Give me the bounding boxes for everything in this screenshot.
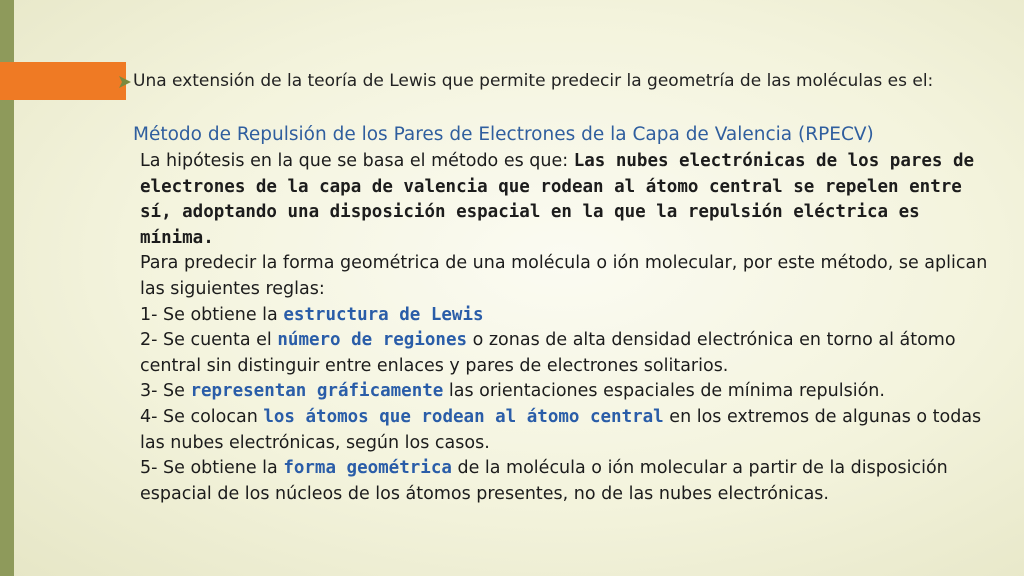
rule-2-highlight: número de regiones [277,330,468,351]
rule-item-5 [140,456,1000,507]
rule-1-highlight: estructura de Lewis [283,304,484,325]
orange-accent-tab [0,62,126,100]
rule-5-pre: 5- Se obtiene la [140,458,284,479]
rule-item-4 [140,405,1000,456]
rule-2-post: o zonas de alta densidad electrónica en torno al átomo central sin distinguir entre enlaces y pares de electrones solitarios. [140,330,956,376]
rule-4-post: en los extremos de algunas o todas las nubes electrónicas, según los casos. [140,406,982,453]
slide-body [140,149,1000,507]
rule-4-pre: 4- Se colocan [140,406,264,427]
rule-5-post: de la molécula o ión molecular a partir de la disposición espacial de los núcleos de los átomos presentes, no de las nubes electrónicas. [140,458,948,504]
rule-5-highlight: forma geométrica [283,458,452,479]
rule-2-pre: 2- Se cuenta el [140,330,278,351]
rule-3-post: las orientaciones espaciales de mínima repulsión. [443,381,885,402]
intro-text: Una extensión de la teoría de Lewis que permite predecir la geometría de las moléculas es el: [133,71,934,91]
hypothesis-period: . [203,227,214,248]
hypothesis-paragraph [140,149,1000,251]
rule-3-highlight: representan gráficamente [190,381,444,402]
hypothesis-lead: La hipótesis en la que se basa el método es que: [140,151,574,171]
rule-item-3 [140,379,1000,405]
rules-intro: Para predecir la forma geométrica de una molécula o ión molecular, por este método, se aplican las siguientes reglas: [140,253,988,299]
rule-item-1 [140,303,1000,329]
arrow-bullet-icon [119,76,131,88]
rule-4-highlight: los átomos que rodean al átomo central [263,406,664,427]
hypothesis-bold-text: Las nubes electrónicas de los pares de electrones de la capa de valencia que rodean al átomo central se repelen entre sí, adoptando una disposición espacial en la que la repulsión eléctrica es mínima [140,151,975,248]
method-title: Método de Repulsión de los Pares de Electrones de la Capa de Valencia (RPECV) [133,124,874,145]
rule-3-pre: 3- Se [140,381,191,402]
rule-item-2 [140,328,1000,379]
rule-1-pre: 1- Se obtiene la [140,304,284,325]
intro-paragraph [133,70,991,93]
